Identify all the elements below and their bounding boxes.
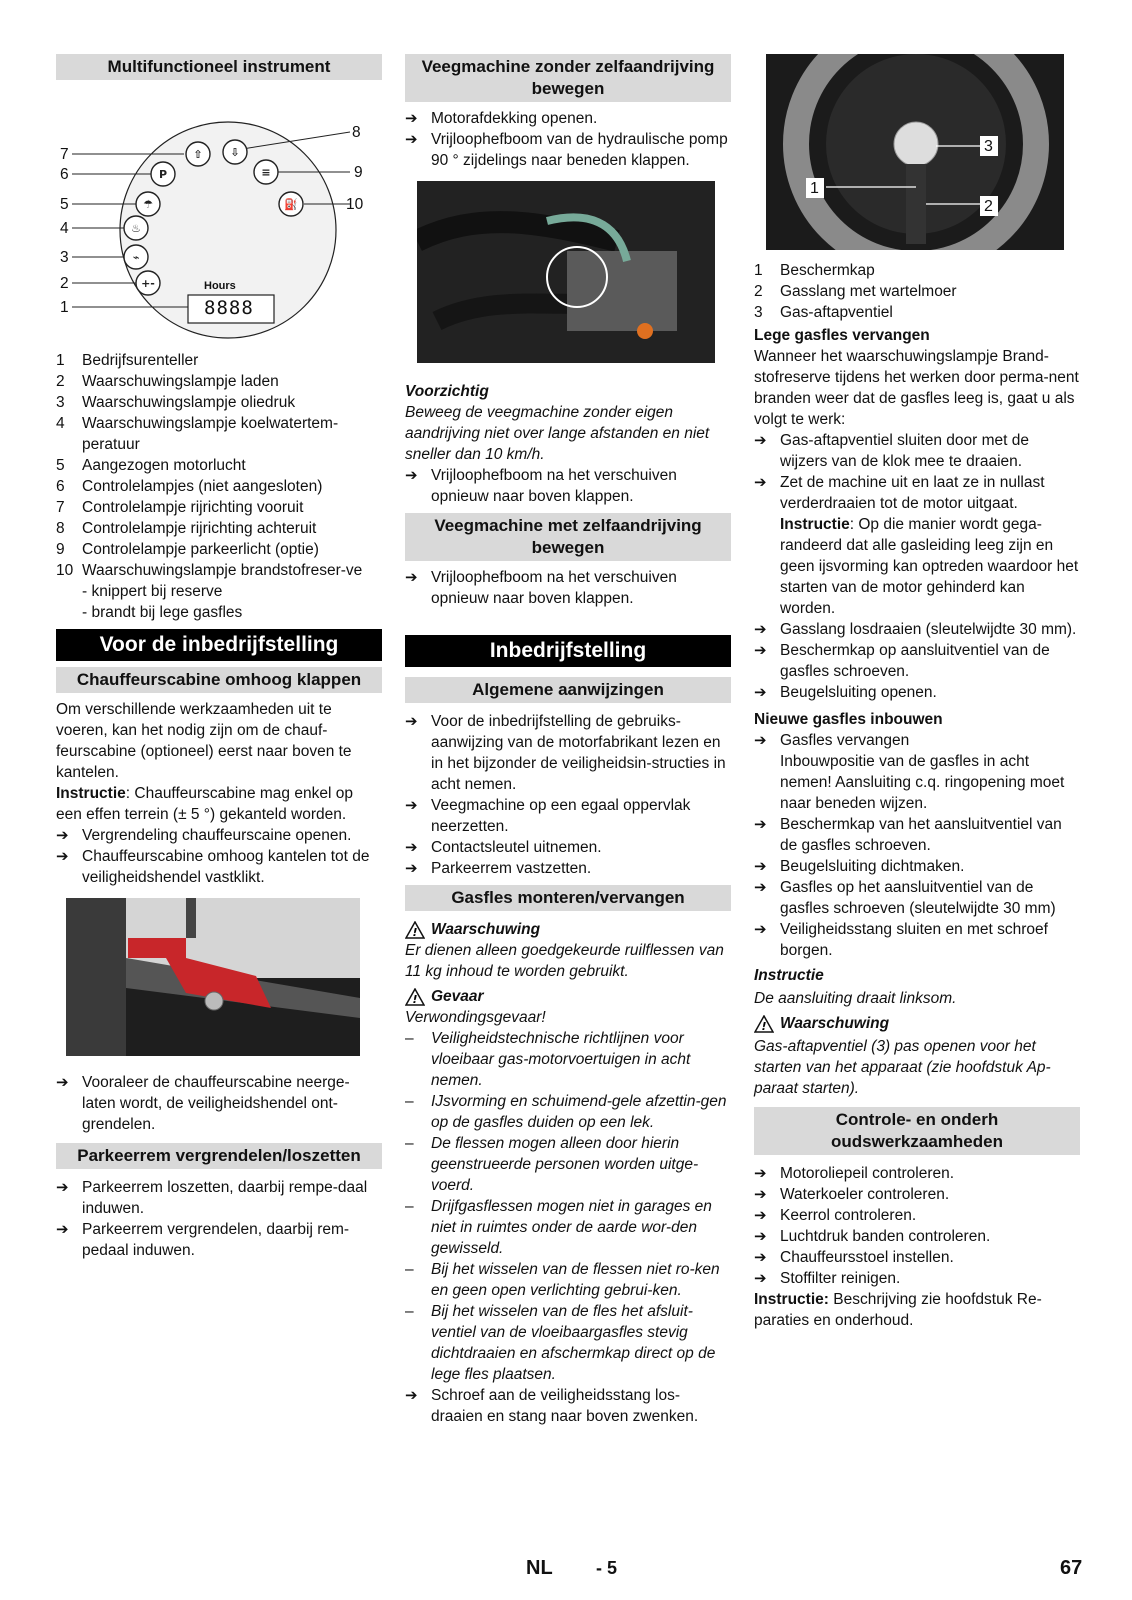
- danger-triangle-icon: [405, 988, 425, 1006]
- callout-3: 3: [60, 249, 69, 266]
- footer-page-number: 67: [1060, 1557, 1083, 1579]
- legend-item: 5 Aangezogen motorlucht: [56, 457, 246, 474]
- step-item: ➔ Keerrol controleren.: [754, 1207, 917, 1224]
- empty-note: Instructie: Op die manier wordt gega-randeerd dat alle gasleiding leeg zijn en geen ijsvorming kan optreden waardoor het starten van de motor gehinderd kan worden.: [780, 516, 1079, 617]
- warning-title-row: ! Waarschuwing: [405, 919, 731, 940]
- danger-text: Verwondingsgevaar!: [405, 1009, 546, 1026]
- svg-text:!: !: [412, 992, 418, 1006]
- step-item: ➔ Chauffeursstoel instellen.: [754, 1249, 954, 1266]
- step-item: ➔ Vrijloophefboom na het verschuiven opnieuw naar boven klappen.: [405, 569, 677, 607]
- legend-item: 7 Controlelampje rijrichting vooruit: [56, 499, 304, 516]
- svg-text:+-: +-: [141, 277, 155, 290]
- column-right: [754, 54, 1080, 1331]
- step-item: ➔ Vooraleer de chauffeurscabine neerge-laten wordt, de veiligheidshendel ont-grendelen.: [56, 1074, 350, 1133]
- callout-7: 7: [60, 146, 69, 163]
- warning-text: Gas-aftapventiel (3) pas openen voor het starten van het apparaat (zie hoofdstuk Ap-paraat starten).: [754, 1038, 1051, 1097]
- svg-text:⇧: ⇧: [193, 148, 203, 161]
- danger-item: – De flessen mogen alleen door hierin geenstrueerde personen worden uitge-voerd.: [405, 1135, 699, 1194]
- footer-subpage: - 5: [596, 1558, 618, 1578]
- move-heading: Veegmachine zonder zelfaandrijving bewegen: [405, 54, 731, 102]
- legend-sub: - knippert bij reserve: [82, 583, 223, 600]
- gas-valve-photo: [766, 54, 1064, 250]
- legend-item: 3 Waarschuwingslampje oliedruk: [56, 394, 296, 411]
- legend-item: 10 Waarschuwingslampje brandstofreser-ve: [56, 562, 363, 579]
- empty-bottle-intro: Wanneer het waarschuwingslampje Brand-stofreserve tijdens het werken door perma-nent branden weer dat de gasfles leeg is, gaat u als volgt te werk:: [754, 348, 1079, 428]
- callout-5: 5: [60, 196, 69, 213]
- legend-item: 1 Bedrijfsurenteller: [56, 352, 199, 369]
- cabin-note: Instructie: Chauffeurscabine mag enkel op een effen terrein (± 5 °) gekanteld worden.: [56, 785, 353, 823]
- step-item: ➔ Motoroliepeil controleren.: [754, 1165, 955, 1182]
- cabin-intro: Om verschillende werkzaamheden uit te voeren, kan het nodig zijn om de chauf-feurscabine (optioneel) eerst naar boven te kantelen.: [56, 701, 352, 781]
- step-item: ➔ Gasslang losdraaien (sleutelwijdte 30 mm).: [754, 621, 1077, 638]
- instrument-heading: Multifunctioneel instrument: [56, 54, 382, 80]
- svg-text:♨: ♨: [131, 222, 141, 235]
- svg-text:P: P: [158, 168, 168, 181]
- new-step-detail: Inbouwpositie van de gasfles in acht nemen! Aansluiting c.q. ringopening moet naar beneden wijzen.: [780, 753, 1065, 812]
- danger-item: – Veiligheidstechnische richtlijnen voor vloeibaar gas-motorvoertuigen in acht nemen.: [405, 1030, 691, 1089]
- callout-6: 6: [60, 166, 69, 183]
- general-heading: Algemene aanwijzingen: [405, 677, 731, 703]
- instruction-text: De aansluiting draait linksom.: [754, 990, 957, 1007]
- step-item: ➔ Parkeerrem loszetten, daarbij rempe-daal induwen.: [56, 1179, 368, 1217]
- svg-text:⌁: ⌁: [132, 251, 140, 264]
- danger-item: – IJsvorming en schuimend-gele afzettin-gen op de gasfles duiden op een lek.: [405, 1093, 727, 1131]
- empty-bottle-heading: Lege gasfles vervangen: [754, 327, 930, 344]
- maintenance-note: Instructie: Beschrijving zie hoofdstuk Re-paraties en onderhoud.: [754, 1291, 1042, 1329]
- column-left: [56, 54, 382, 1261]
- warning-triangle-icon: [405, 921, 425, 939]
- danger-item: – Drijfgasflessen mogen niet in garages en niet in ruimtes onder de aarde wor-den gewisseld.: [405, 1198, 712, 1257]
- caution-title: Voorzichtig: [405, 383, 489, 400]
- step-item: ➔ Stoffilter reinigen.: [754, 1270, 901, 1287]
- self-drive-heading: Veegmachine met zelfaandrijving bewegen: [405, 513, 731, 561]
- new-bottle-heading: Nieuwe gasfles inbouwen: [754, 711, 943, 728]
- photo-callout-2: 2: [984, 198, 993, 215]
- step-item: ➔ Beugelsluiting openen.: [754, 684, 937, 701]
- section-heading-before-start: Voor de inbedrijfstelling: [56, 629, 382, 661]
- column-middle: [405, 54, 731, 1427]
- caution-text: Beweeg de veegmachine zonder eigen aandrijving niet over lange afstanden en niet sneller dan 10 km/h.: [405, 404, 710, 463]
- step-item: ➔ Parkeerrem vastzetten.: [405, 860, 592, 877]
- step-item: ➔ Motorafdekking openen.: [405, 110, 598, 127]
- legend-item: 9 Controlelampje parkeerlicht (optie): [56, 541, 319, 558]
- callout-4: 4: [60, 220, 69, 237]
- legend-item: 4 Waarschuwingslampje koelwatertem-peratuur: [56, 415, 339, 453]
- callout-9: 9: [354, 164, 363, 181]
- svg-text:!: !: [412, 925, 418, 939]
- instrument-diagram: [56, 80, 382, 350]
- svg-text:⇩: ⇩: [230, 146, 240, 159]
- step-item: ➔ Vrijloophefboom na het verschuiven opnieuw naar boven klappen.: [405, 467, 677, 505]
- photo-callout-1: 1: [810, 180, 819, 197]
- hydraulic-pump-photo: [417, 181, 715, 363]
- footer-language: NL: [526, 1557, 553, 1579]
- section-heading-startup: Inbedrijfstelling: [405, 635, 731, 667]
- legend-item: 1 Beschermkap: [754, 262, 875, 279]
- callout-8: 8: [352, 124, 361, 141]
- warning-triangle-icon: [754, 1015, 774, 1033]
- callout-10: 10: [346, 196, 364, 213]
- step-item: ➔ Vergrendeling chauffeurscaine openen.: [56, 827, 352, 844]
- step-item: ➔ Beschermkap van het aansluitventiel van de gasfles schroeven.: [754, 816, 1062, 854]
- valve-legend: [754, 260, 1080, 323]
- legend-item: 3 Gas-aftapventiel: [754, 304, 893, 321]
- step-item: ➔ Waterkoeler controleren.: [754, 1186, 950, 1203]
- gas-heading: Gasfles monteren/vervangen: [405, 885, 731, 911]
- hours-digits: 8888: [204, 297, 254, 319]
- step-item: ➔ Beschermkap op aansluitventiel van de gasfles schroeven.: [754, 642, 1050, 680]
- legend-sub: - brandt bij lege gasfles: [82, 604, 243, 621]
- danger-item: – Bij het wisselen van de flessen niet ro-ken en geen open verlichting gebrui-ken.: [405, 1261, 720, 1299]
- step-item: ➔ Parkeerrem vergrendelen, daarbij rem-pedaal induwen.: [56, 1221, 350, 1259]
- danger-title-row: ! Gevaar: [405, 986, 731, 1007]
- svg-text:≡: ≡: [261, 166, 271, 179]
- step-item: ➔ Beugelsluiting dichtmaken.: [754, 858, 965, 875]
- legend-item: 2 Waarschuwingslampje laden: [56, 373, 279, 390]
- photo-callout-3: 3: [984, 138, 993, 155]
- legend-item: 6 Controlelampjes (niet aangesloten): [56, 478, 323, 495]
- svg-text:!: !: [761, 1019, 767, 1033]
- warning-text: Er dienen alleen goedgekeurde ruilflessen van 11 kg inhoud te worden gebruikt.: [405, 942, 724, 980]
- step-item: ➔ Veiligheidsstang sluiten en met schroef borgen.: [754, 921, 1048, 959]
- step-item: ➔ Contactsleutel uitnemen.: [405, 839, 602, 856]
- step-item: ➔ Chauffeurscabine omhoog kantelen tot de veiligheidshendel vastklikt.: [56, 848, 370, 886]
- step-item: ➔ Gas-aftapventiel sluiten door met de wijzers van de klok mee te draaien.: [754, 432, 1029, 470]
- danger-item: – Bij het wisselen van de fles het afsluit-ventiel van de vloeibaargasfles stevig dichtdraaien en afschermkap direct op de lege fles plaatsen.: [405, 1303, 716, 1383]
- step-item: ➔ Gasfles vervangen: [754, 732, 910, 749]
- step-item: ➔ Voor de inbedrijfstelling de gebruiks-aanwijzing van de motorfabrikant lezen en in het bijzonder de veiligheidsin-structies in acht nemen.: [405, 713, 726, 793]
- step-item: ➔ Zet de machine uit en laat ze in nullast verderdraaien tot de motor uitgaat.: [754, 474, 1045, 512]
- step-item: ➔ Luchtdruk banden controleren.: [754, 1228, 991, 1245]
- step-item: ➔ Schroef aan de veiligheidsstang los-draaien en stang naar boven zwenken.: [405, 1387, 699, 1425]
- legend-item: 8 Controlelampje rijrichting achteruit: [56, 520, 317, 537]
- cabin-lever-photo: [66, 898, 360, 1056]
- instrument-legend: [56, 350, 382, 623]
- hours-label: Hours: [204, 280, 236, 292]
- step-item: ➔ Vrijloophefboom van de hydraulische pomp 90 ° zijdelings naar beneden klappen.: [405, 131, 728, 169]
- instruction-title: Instructie: [754, 967, 824, 984]
- svg-text:⛽: ⛽: [284, 198, 298, 211]
- step-item: ➔ Veegmachine op een egaal oppervlak neerzetten.: [405, 797, 691, 835]
- maintenance-heading: Controle- en onderh oudswerkzaamheden: [754, 1107, 1080, 1155]
- callout-2: 2: [60, 275, 69, 292]
- legend-item: 2 Gasslang met wartelmoer: [754, 283, 957, 300]
- cabin-heading: Chauffeurscabine omhoog klappen: [56, 667, 382, 693]
- step-item: ➔ Gasfles op het aansluitventiel van de gasfles schroeven (sleutelwijdte 30 mm): [754, 879, 1056, 917]
- brake-heading: Parkeerrem vergrendelen/loszetten: [56, 1143, 382, 1169]
- svg-text:☂: ☂: [143, 198, 153, 211]
- warning-title-row: ! Waarschuwing: [754, 1013, 1080, 1034]
- callout-1: 1: [60, 299, 69, 316]
